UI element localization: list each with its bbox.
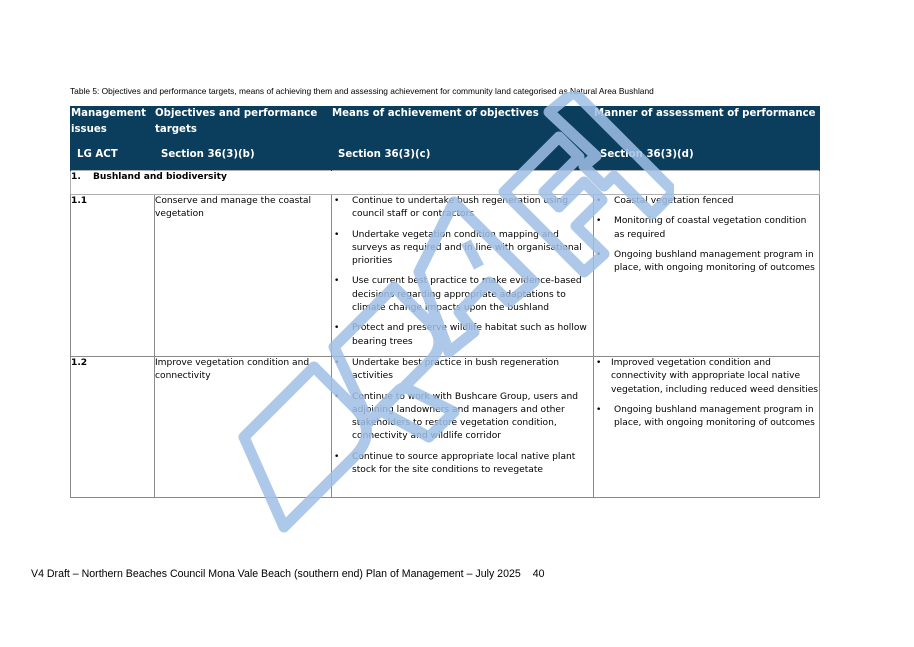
row-objective: Improve vegetation condition and connectivity	[155, 356, 332, 497]
header-title: Manner of assessment of performance	[594, 108, 816, 119]
row-id: 1.1	[71, 195, 155, 357]
table-row	[71, 195, 820, 357]
row-objective: Conserve and manage the coastal vegetation	[155, 195, 332, 357]
list-item: • Coastal vegetation fenced	[594, 195, 819, 208]
list-item: • Undertake best practice in bush regeneration activities	[332, 357, 593, 384]
header-cell-assessment	[594, 106, 820, 171]
header-section: Section 36(3)(b)	[161, 149, 255, 160]
header-title: Management issues	[71, 108, 146, 135]
list-item: • Improved vegetation condition and connectivity with appropriate local native vegetation, including reduced weed densities	[594, 357, 819, 397]
list-item: • Continue to source appropriate local native plant stock for the site conditions to revegetate	[332, 451, 593, 478]
list-item: • Ongoing bushland management program in place, with ongoing monitoring of outcomes	[594, 249, 819, 276]
means-list	[332, 357, 593, 477]
header-section: LG ACT	[77, 149, 118, 160]
row-assessment	[594, 356, 820, 497]
header-title: Objectives and performance targets	[155, 108, 318, 135]
header-section: Section 36(3)(c)	[338, 149, 431, 160]
list-item: • Monitoring of coastal vegetation condition as required	[594, 215, 819, 242]
section-heading	[71, 171, 820, 195]
table-caption: Table 5: Objectives and performance targets, means of achieving them and assessing achievement for community land categorised as Natural Area Bushland	[70, 86, 654, 96]
objectives-table	[70, 106, 820, 498]
row-id: 1.2	[71, 356, 155, 497]
row-means	[332, 356, 594, 497]
assessment-list	[594, 195, 819, 275]
header-section: Section 36(3)(d)	[600, 149, 694, 160]
section-number: 1.	[71, 172, 81, 182]
list-item: • Undertake vegetation condition mapping and surveys as required and in line with organisational priorities	[332, 229, 593, 269]
header-cell-objectives	[155, 106, 332, 171]
header-cell-management-issues	[71, 106, 155, 171]
row-assessment	[594, 195, 820, 357]
table-row	[71, 356, 820, 497]
section-row	[71, 171, 820, 195]
list-item: • Continue to undertake bush regeneration using council staff or contractors	[332, 195, 593, 222]
list-item: • Continue to work with Bushcare Group, users and adjoining landowners and managers and other stakeholders to restore vegetation condition, connectivity and wildlife corridor	[332, 391, 593, 444]
list-item: • Ongoing bushland management program in place, with ongoing monitoring of outcomes	[594, 404, 819, 431]
header-title: Means of achievement of objectives	[332, 108, 539, 119]
assessment-list	[594, 357, 819, 430]
section-title: Bushland and biodiversity	[93, 172, 227, 182]
list-item: • Protect and preserve wildlife habitat such as hollow bearing trees	[332, 322, 593, 349]
list-item: • Use current best practice to make evidence-based decisions regarding appropriate adaptations to climate change impacts upon the bushland	[332, 275, 593, 315]
table-header-row	[71, 106, 820, 171]
means-list	[332, 195, 593, 349]
page-footer	[31, 568, 545, 580]
footer-text: V4 Draft – Northern Beaches Council Mona Vale Beach (southern end) Plan of Management – July 2025	[31, 568, 521, 580]
row-means	[332, 195, 594, 357]
header-cell-means	[332, 106, 594, 171]
page-number: 40	[532, 568, 545, 580]
